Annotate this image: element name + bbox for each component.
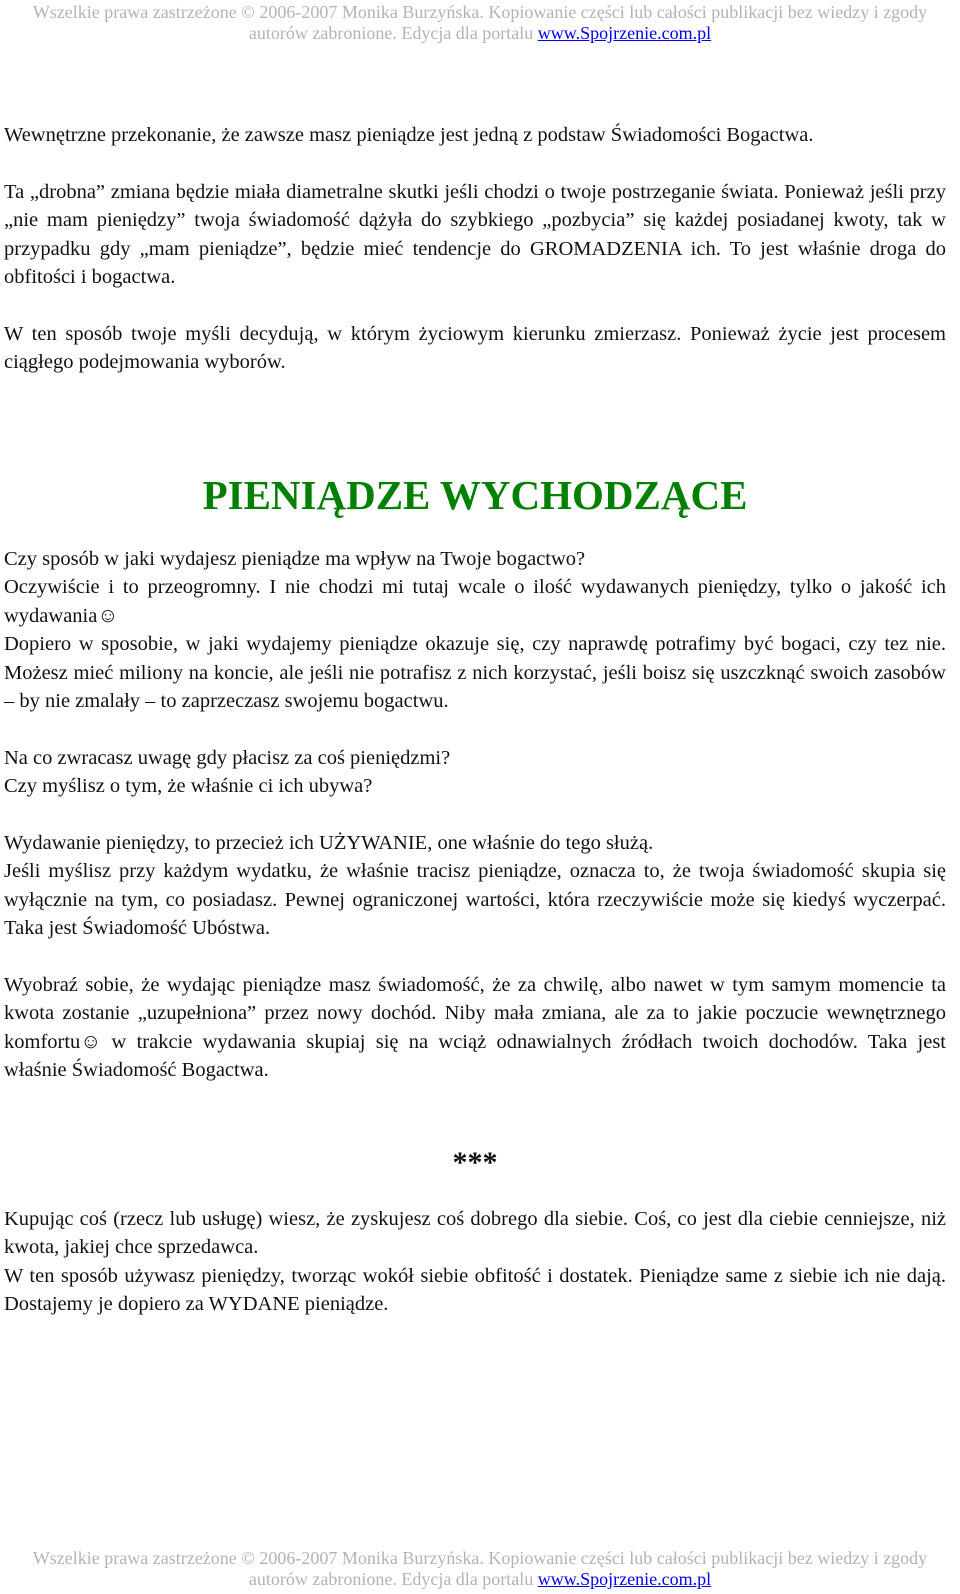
header-edition-text: autorów zabronione. Edycja dla portalu [248, 23, 538, 43]
document-body [4, 121, 946, 1319]
header-portal-link[interactable]: www.Spojrzenie.com.pl [537, 23, 712, 43]
page-footer [0, 1548, 960, 1590]
section-heading: PIENIĄDZE WYCHODZĄCE [202, 471, 748, 518]
header-edition-line [0, 23, 960, 44]
header-copyright-line: Wszelkie prawa zastrzeżone © 2006-2007 Monika Burzyńska. Kopiowanie części lub całości publikacji bez wiedzy i zgody [32, 2, 928, 22]
paragraph: Wyobraź sobie, że wydając pieniądze masz świadomość, że za chwilę, albo nawet w tym samym momencie ta kwota zostanie „uzupełniona” przez nowy dochód. Niby mała zmiana, ale za to jakie poczucie wewnętrznego komfortu☺ w trakcie wydawania skupiaj się na wciąż odnawialnych źródłach twoich dochodów. Taka jest właśnie Świadomość Bogactwa. [4, 973, 946, 1081]
page-header [0, 2, 960, 44]
paragraph: Kupując coś (rzecz lub usługę) wiesz, że zyskujesz coś dobrego dla siebie. Coś, co jest dla ciebie cenniejsze, niż kwota, jakiej chce sprzedawca. [4, 1207, 946, 1258]
paragraph: Czy myślisz o tym, że właśnie ci ich ubywa? [4, 775, 373, 797]
paragraph: Wydawanie pieniędzy, to przecież ich UŻYWANIE, one właśnie do tego służą. [4, 831, 654, 854]
paragraph: Dopiero w sposobie, w jaki wydajemy pieniądze okazuje się, czy naprawdę potrafimy być bogaci, czy tez nie. Możesz mieć miliony na koncie, ale jeśli nie potrafisz z nich korzystać, jeśli boisz się uszczknąć swoich zasobów – by nie zmalały – to zaprzeczasz swojemu bogactwu. [4, 633, 946, 712]
paragraph: Czy sposób w jaki wydajesz pieniądze ma wpływ na Twoje bogactwo? [4, 547, 586, 570]
paragraph: W ten sposób twoje myśli decydują, w którym życiowym kierunku zmierzasz. Ponieważ życie jest procesem ciągłego podejmowania wyborów. [4, 322, 946, 373]
paragraph: Jeśli myślisz przy każdym wydatku, że właśnie tracisz pieniądze, oznacza to, że twoja świadomość skupia się wyłącznie na tym, co posiadasz. Pewnej ograniczonej wartości, która rzeczywiście może się kiedyś wyczerpać. Taka jest Świadomość Ubóstwa. [4, 860, 946, 939]
footer-copyright-line: Wszelkie prawa zastrzeżone © 2006-2007 Monika Burzyńska. Kopiowanie części lub całości publikacji bez wiedzy i zgody [32, 1548, 928, 1568]
section-separator: *** [452, 1145, 498, 1179]
paragraph: Wewnętrzne przekonanie, że zawsze masz pieniądze jest jedną z podstaw Świadomości Bogactwa. [4, 124, 814, 146]
paragraph: Ta „drobna” zmiana będzie miała diametralne skutki jeśli chodzi o twoje postrzeganie świata. Ponieważ jeśli przy „nie mam pieniędzy” twoja świadomość dążyła do szybkiego „pozbycia” się każdej posiadanej kwoty, tak w przypadku gdy „mam pieniądze”, będzie mieć tendencje do GROMADZENIA ich. To jest właśnie droga do obfitości i bogactwa. [4, 180, 946, 288]
paragraph: Oczywiście i to przeogromny. I nie chodzi mi tutaj wcale o ilość wydawanych pieniędzy, tylko o jakość ich wydawania☺ [4, 576, 946, 627]
footer-edition-line [0, 1569, 960, 1590]
footer-portal-link[interactable]: www.Spojrzenie.com.pl [537, 1569, 712, 1589]
paragraph: W ten sposób używasz pieniędzy, tworząc wokół siebie obfitość i dostatek. Pieniądze same z siebie ich nie dają. Dostajemy je dopiero za WYDANE pieniądze. [4, 1264, 946, 1315]
footer-edition-text: autorów zabronione. Edycja dla portalu [248, 1569, 538, 1589]
paragraph: Na co zwracasz uwagę gdy płacisz za coś pieniędzmi? [4, 746, 451, 769]
